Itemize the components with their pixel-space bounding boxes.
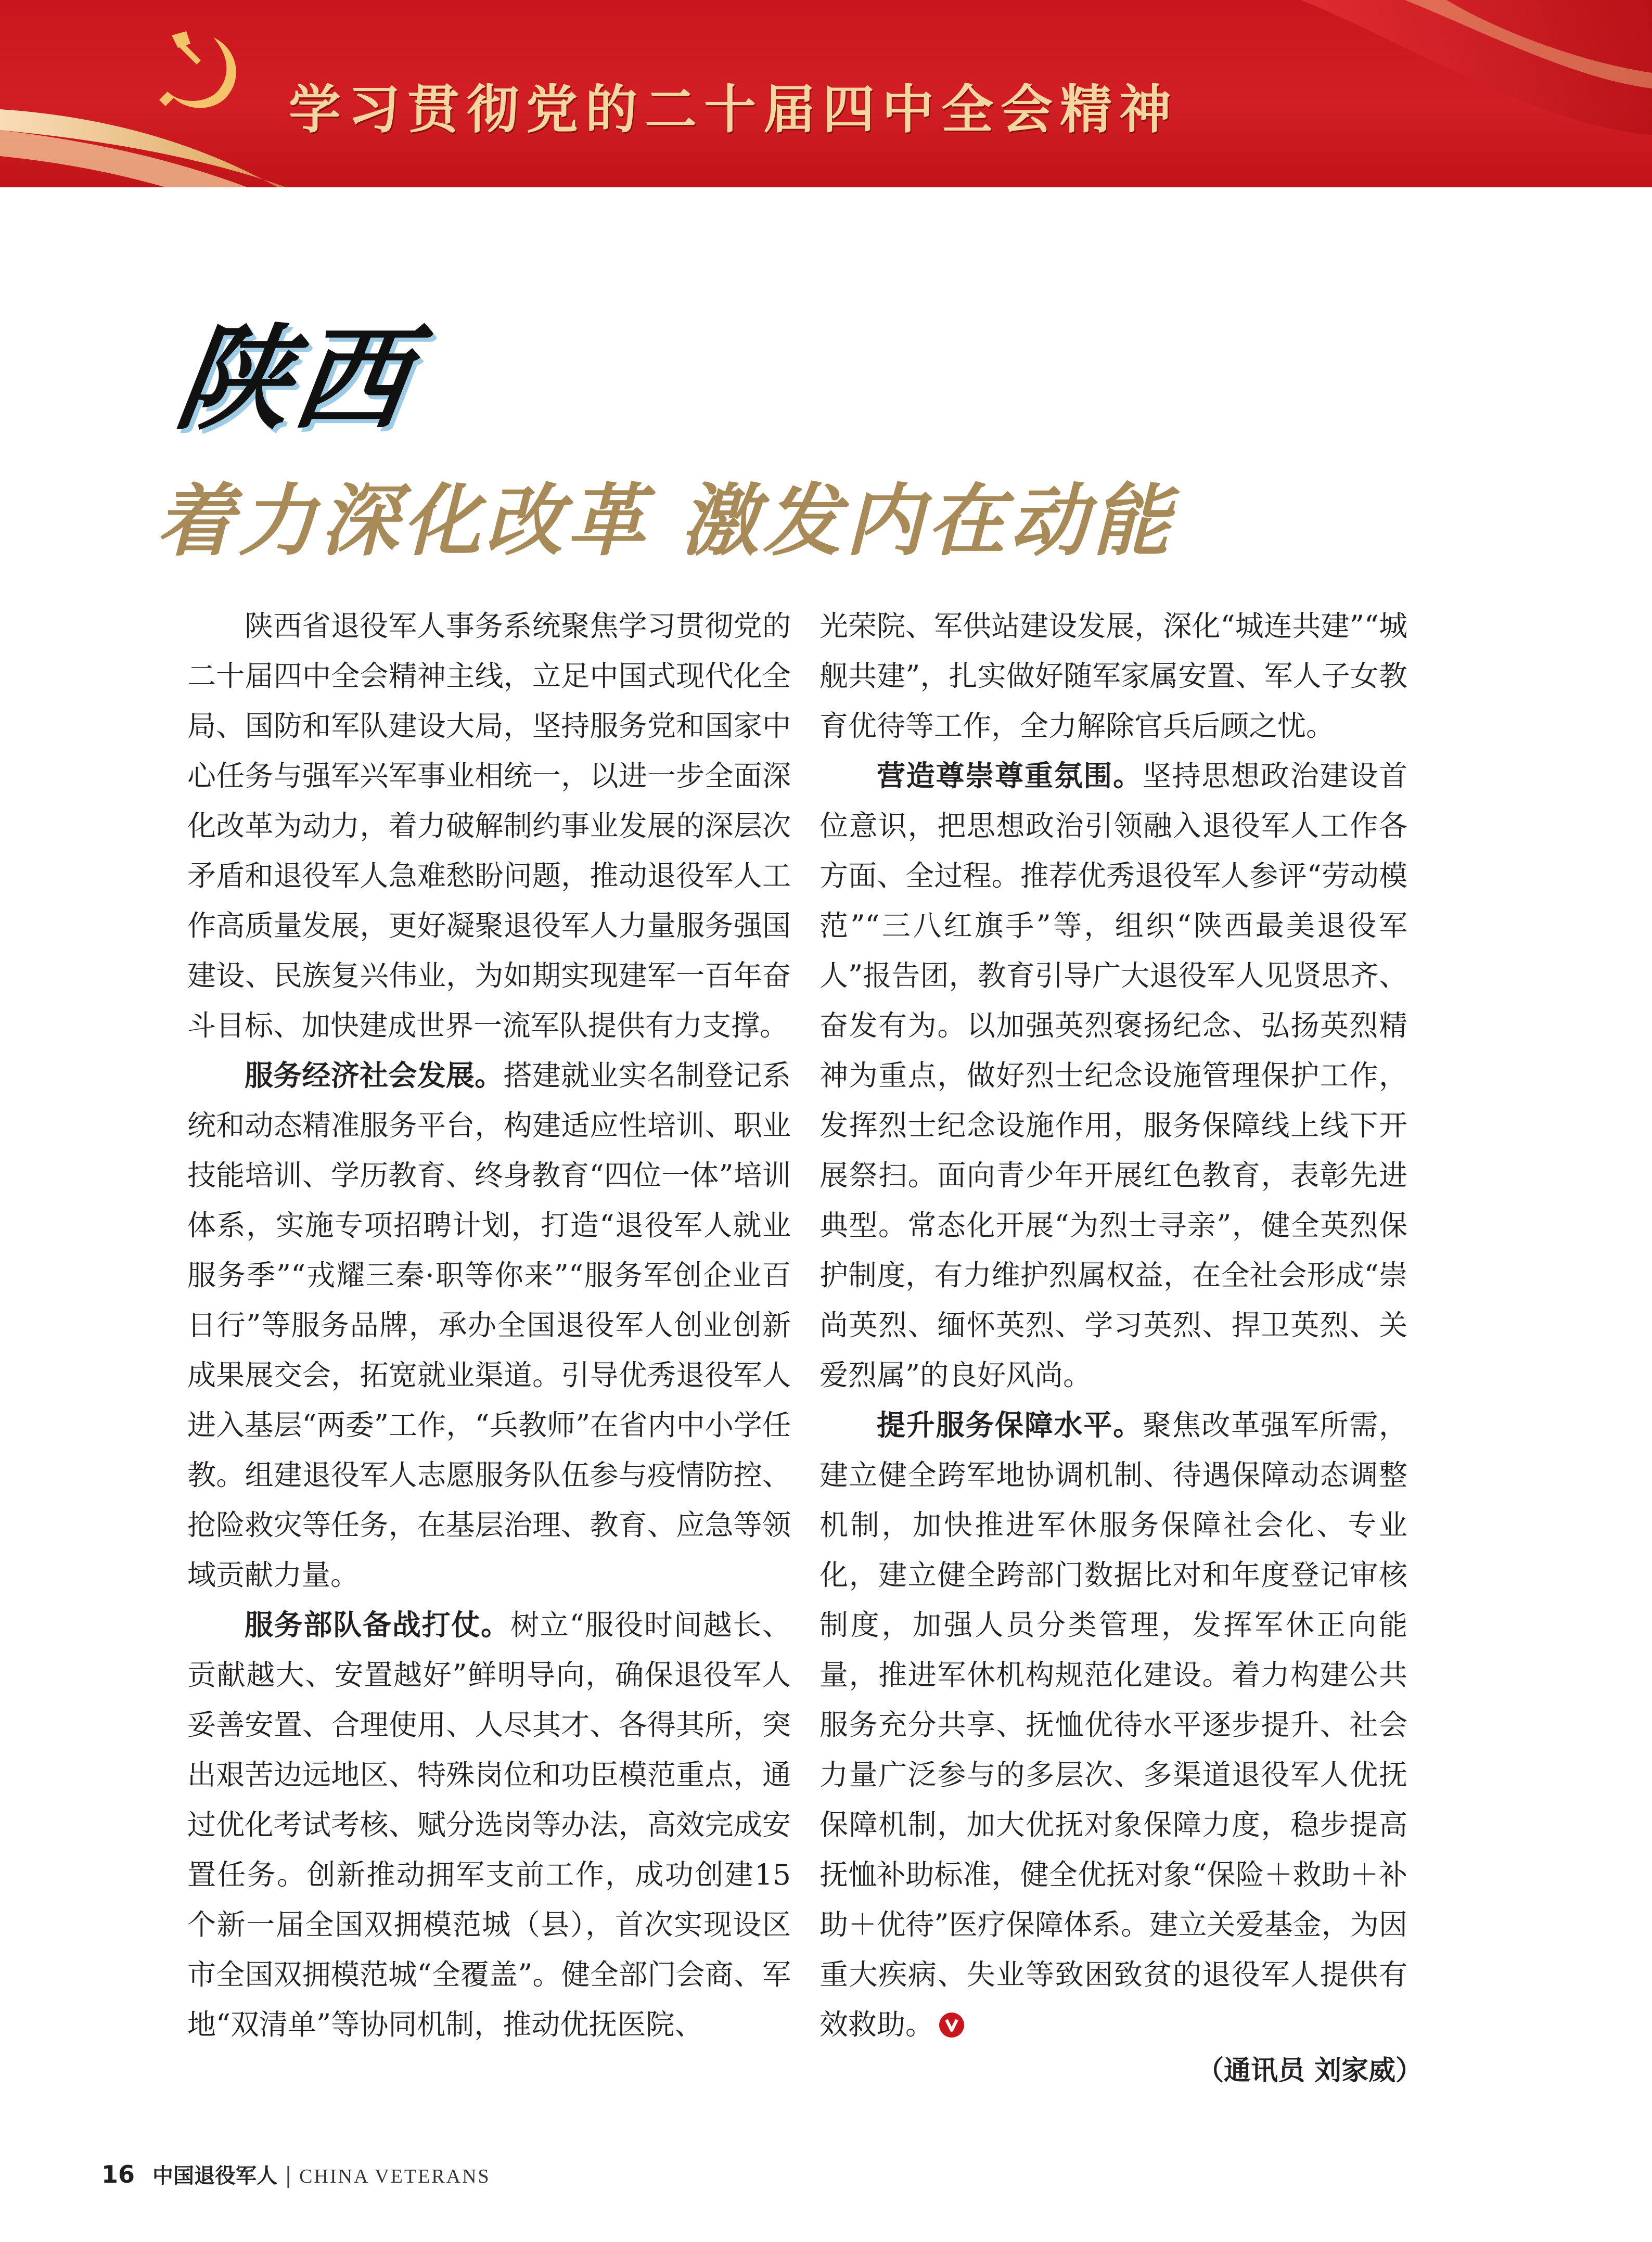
section-lead: 营造尊崇尊重氛围。 [877, 759, 1143, 792]
footer-separator: | [285, 2162, 292, 2188]
banner-title: 学习贯彻党的二十届四中全会精神 [289, 79, 1179, 140]
left-column [187, 601, 791, 2049]
top-banner [0, 0, 1652, 187]
magazine-name-cn: 中国退役军人 [152, 2164, 278, 2188]
section-body: 坚持思想政治建设首位意识，把思想政治引领融入退役军人工作各方面、全过程。推荐优秀退役军人参评“劳动模范”“三八红旗手”等，组织“陕西最美退役军人”报告团，教育引导广大退役军人见贤思齐、奋发有为。以加强英烈褒扬纪念、弘扬英烈精神为重点，做好烈士纪念设施管理保护工作，发挥烈士纪念设施作用，服务保障线上线下开展祭扫。面向青少年开展红色教育，表彰先进典型。常态化开展“为烈士寻亲”，健全英烈保护制度，有力维护烈属权益，在全社会形成“崇尚英烈、缅怀英烈、学习英烈、捍卫英烈、关爱烈属”的良好风尚。 [819, 759, 1407, 1392]
article-headline: 着力深化改革 激发内在动能 [156, 475, 1174, 567]
section-body: 树立“服役时间越长、贡献越大、安置越好”鲜明导向，确保退役军人妥善安置、合理使用、人尽其才、各得其所，突出艰苦边远地区、特殊岗位和功臣模范重点，通过优化考试考核、赋分选岗等办法，高效完成安置任务。创新推动拥军支前工作，成功创建15个新一届全国双拥模范城（县），首次实现设区市全国双拥模范城“全覆盖”。健全部门会商、军地“双清单”等协同机制，推动优抚医院、 [187, 1608, 791, 2041]
region-name: 陕西 [169, 314, 420, 445]
section-paragraph [187, 1050, 791, 1600]
continuation-paragraph: 光荣院、军供站建设发展，深化“城连共建”“城舰共建”，扎实做好随军家属安置、军人子女教育优待等工作，全力解除官兵后顾之忧。 [819, 609, 1407, 742]
hammer-sickle-icon [148, 21, 258, 125]
section-lead: 服务经济社会发展。 [245, 1059, 504, 1092]
right-column [819, 601, 1407, 2049]
region-logo [169, 314, 494, 447]
section-paragraph [819, 751, 1407, 1400]
byline: （通讯员 刘家威） [1197, 2055, 1423, 2086]
section-paragraph [819, 1400, 1407, 2049]
end-mark-icon [939, 2013, 964, 2038]
page-number: 16 [101, 2160, 135, 2188]
section-body: 聚焦改革强军所需，建立健全跨军地协调机制、待遇保障动态调整机制，加快推进军休服务保障社会化、专业化，建立健全跨部门数据比对和年度登记审核制度，加强人员分类管理，发挥军休正向能量，推进军休机构规范化建设。着力构建公共服务充分共享、抚恤优待水平逐步提升、社会力量广泛参与的多层次、多渠道退役军人优抚保障机制，加大优抚对象保障力度，稳步提高抚恤补助标准，健全优抚对象“保险＋救助＋补助＋优待”医疗保障体系。建立关爱基金，为因重大疾病、失业等致困致贫的退役军人提供有效救助。 [819, 1408, 1407, 2041]
magazine-name-en: CHINA VETERANS [299, 2166, 491, 2187]
section-paragraph [187, 1600, 791, 2049]
intro-paragraph: 陕西省退役军人事务系统聚焦学习贯彻党的二十届四中全会精神主线，立足中国式现代化全局、国防和军队建设大局，坚持服务党和国家中心任务与强军兴军事业相统一，以进一步全面深化改革为动力，着力破解制约事业发展的深层次矛盾和退役军人急难愁盼问题，推动退役军人工作高质量发展，更好凝聚退役军人力量服务强国建设、民族复兴伟业，为如期实现建军一百年奋斗目标、加快建成世界一流军队提供有力支撑。 [187, 609, 791, 1042]
section-lead: 服务部队备战打仗。 [245, 1608, 510, 1642]
section-body: 搭建就业实名制登记系统和动态精准服务平台，构建适应性培训、职业技能培训、学历教育、终身教育“四位一体”培训体系，实施专项招聘计划，打造“退役军人就业服务季”“戎耀三秦·职等你来”“服务军创企业百日行”等服务品牌，承办全国退役军人创业创新成果展交会，拓宽就业渠道。引导优秀退役军人进入基层“两委”工作，“兵教师”在省内中小学任教。组建退役军人志愿服务队伍参与疫情防控、抢险救灾等任务，在基层治理、教育、应急等领域贡献力量。 [187, 1059, 791, 1592]
section-lead: 提升服务保障水平。 [877, 1408, 1143, 1442]
page-footer [101, 2159, 491, 2196]
